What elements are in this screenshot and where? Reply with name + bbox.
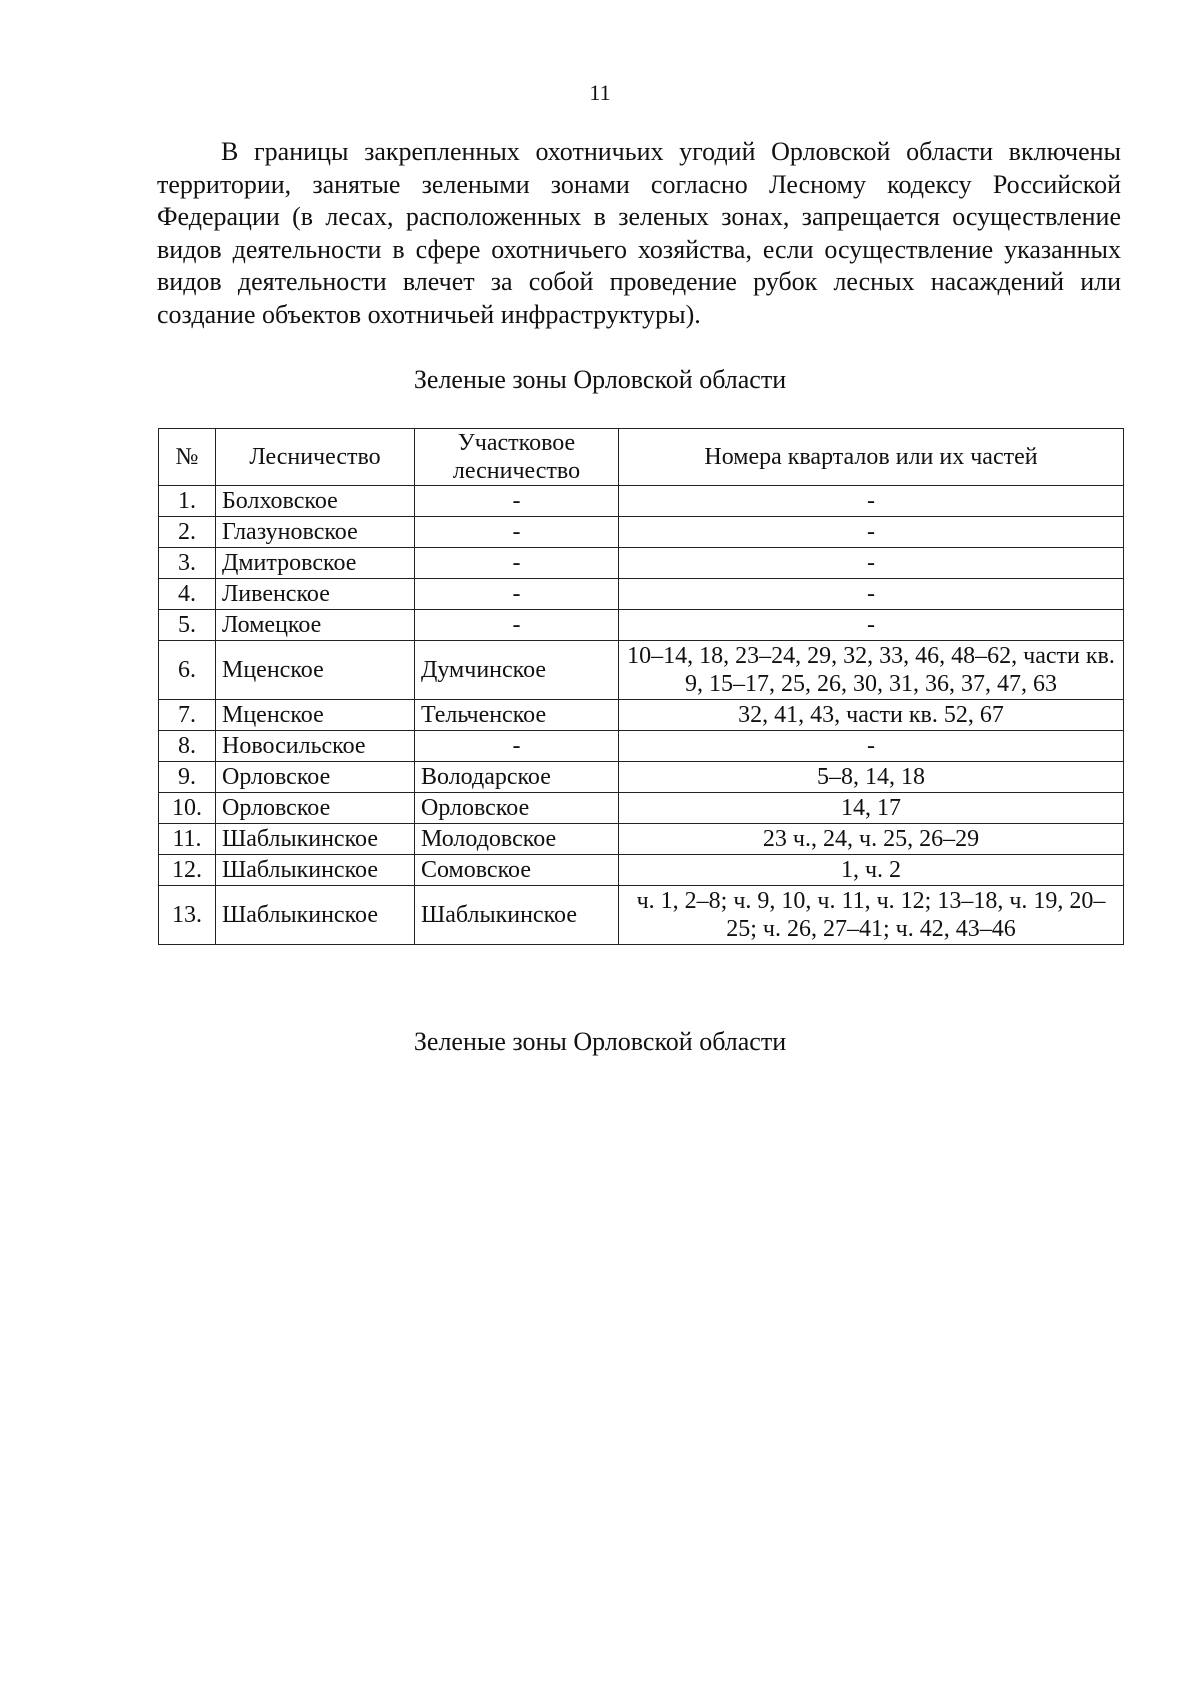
page-number: 11: [589, 80, 611, 105]
row-district-forestry: -: [415, 517, 619, 548]
row-district-forestry: -: [415, 731, 619, 762]
row-district-forestry: -: [415, 486, 619, 517]
row-district-forestry: Шаблыкинское: [415, 886, 619, 945]
row-district-forestry: Володарское: [415, 762, 619, 793]
row-forestry: Ливенское: [216, 579, 415, 610]
table-row: [159, 762, 1124, 793]
row-number: 5.: [159, 610, 216, 641]
row-quarters: 10–14, 18, 23–24, 29, 32, 33, 46, 48–62, части кв. 9, 15–17, 25, 26, 30, 31, 36, 37, 47, 63: [619, 641, 1124, 700]
row-number: 4.: [159, 579, 216, 610]
row-district-forestry: Тельченское: [415, 700, 619, 731]
row-forestry: Ломецкое: [216, 610, 415, 641]
table-header: [159, 429, 1124, 486]
row-quarters: -: [619, 517, 1124, 548]
row-number: 11.: [159, 824, 216, 855]
row-district-forestry: Думчинское: [415, 641, 619, 700]
table-row: [159, 700, 1124, 731]
row-quarters: 5–8, 14, 18: [619, 762, 1124, 793]
table-row: [159, 855, 1124, 886]
row-number: 8.: [159, 731, 216, 762]
row-quarters: 1, ч. 2: [619, 855, 1124, 886]
table-row: [159, 731, 1124, 762]
row-forestry: Шаблыкинское: [216, 886, 415, 945]
row-district-forestry: -: [415, 610, 619, 641]
row-number: 7.: [159, 700, 216, 731]
row-quarters: -: [619, 486, 1124, 517]
table-row: [159, 579, 1124, 610]
header-district-forestry: Участковое лесничество: [415, 429, 619, 486]
row-number: 3.: [159, 548, 216, 579]
row-forestry: Глазуновское: [216, 517, 415, 548]
row-quarters: -: [619, 731, 1124, 762]
header-number: №: [159, 429, 216, 486]
table-header-row: [159, 429, 1124, 486]
header-quarters: Номера кварталов или их частей: [619, 429, 1124, 486]
row-number: 6.: [159, 641, 216, 700]
row-forestry: Шаблыкинское: [216, 824, 415, 855]
table-row: [159, 641, 1124, 700]
table-body: [159, 486, 1124, 945]
row-number: 2.: [159, 517, 216, 548]
header-forestry: Лесничество: [216, 429, 415, 486]
row-number: 12.: [159, 855, 216, 886]
table-row: [159, 548, 1124, 579]
row-district-forestry: -: [415, 579, 619, 610]
table-row: [159, 886, 1124, 945]
row-number: 9.: [159, 762, 216, 793]
row-quarters: -: [619, 610, 1124, 641]
row-quarters: -: [619, 579, 1124, 610]
table-caption: Зеленые зоны Орловской области: [413, 365, 787, 394]
table-row: [159, 793, 1124, 824]
intro-paragraph: В границы закрепленных охотничьих угодий Орловской области включены территории, занятые зелеными зонами согласно Лесному кодексу Российской Федерации (в лесах, расположенных в зеленых зонах, запрещается осуществление видов деятельности в сфере охотничьего хозяйства, если осуществление указанных видов деятельности влечет за собой проведение рубок лесных насаждений или создание объектов охотничьей инфраструктуры).: [157, 137, 1121, 329]
row-quarters: ч. 1, 2–8; ч. 9, 10, ч. 11, ч. 12; 13–18, ч. 19, 20–25; ч. 26, 27–41; ч. 42, 43–46: [619, 886, 1124, 945]
row-number: 1.: [159, 486, 216, 517]
row-forestry: Новосильское: [216, 731, 415, 762]
row-forestry: Мценское: [216, 700, 415, 731]
row-quarters: -: [619, 548, 1124, 579]
row-forestry: Болховское: [216, 486, 415, 517]
row-district-forestry: Молодовское: [415, 824, 619, 855]
table-row: [159, 486, 1124, 517]
green-zones-table: [158, 428, 1124, 945]
row-forestry: Дмитровское: [216, 548, 415, 579]
row-forestry: Орловское: [216, 762, 415, 793]
table-row: [159, 610, 1124, 641]
row-quarters: 23 ч., 24, ч. 25, 26–29: [619, 824, 1124, 855]
bottom-caption: Зеленые зоны Орловской области: [413, 1027, 787, 1056]
row-forestry: Мценское: [216, 641, 415, 700]
row-district-forestry: Сомовское: [415, 855, 619, 886]
row-number: 10.: [159, 793, 216, 824]
row-district-forestry: -: [415, 548, 619, 579]
row-forestry: Шаблыкинское: [216, 855, 415, 886]
row-forestry: Орловское: [216, 793, 415, 824]
table-row: [159, 517, 1124, 548]
table-row: [159, 824, 1124, 855]
row-quarters: 14, 17: [619, 793, 1124, 824]
row-quarters: 32, 41, 43, части кв. 52, 67: [619, 700, 1124, 731]
row-district-forestry: Орловское: [415, 793, 619, 824]
row-number: 13.: [159, 886, 216, 945]
